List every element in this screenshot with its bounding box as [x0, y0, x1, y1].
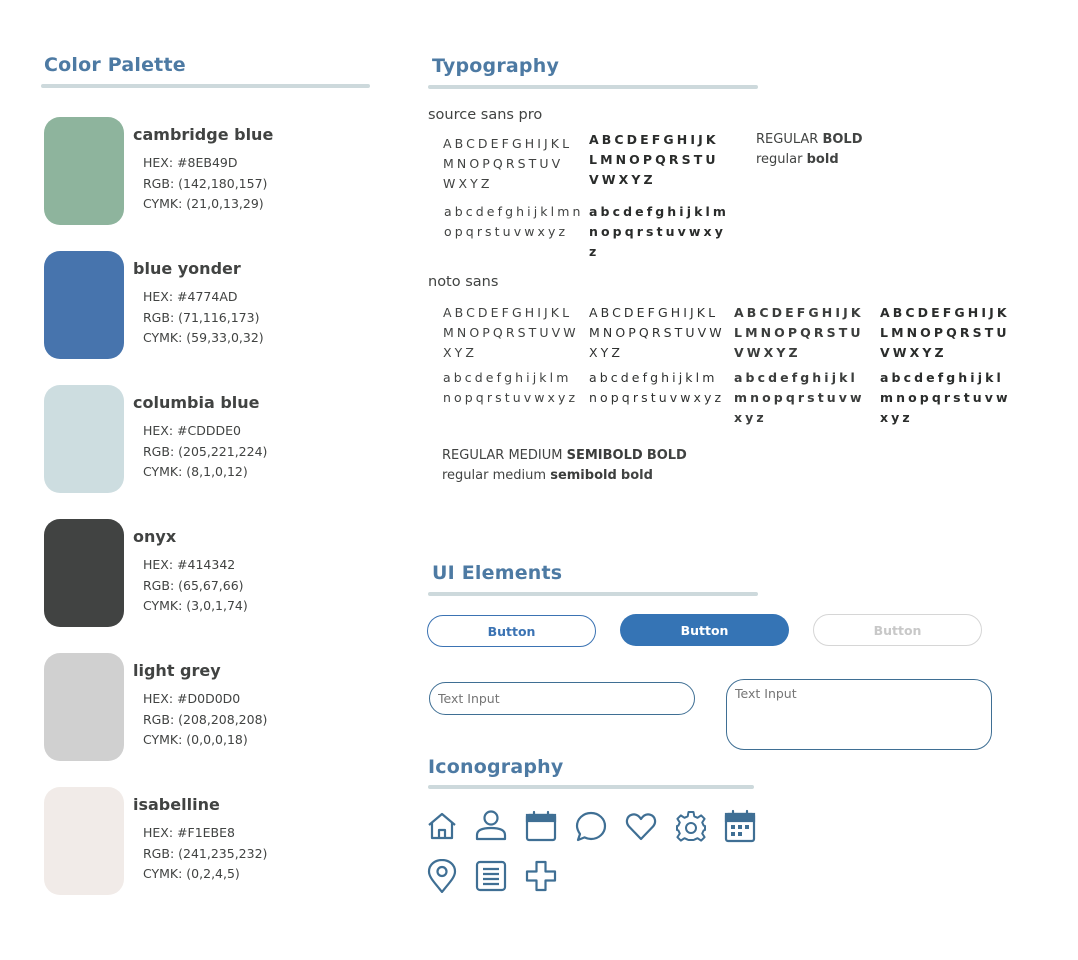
color-rgb-value: RGB: (208,208,208)	[143, 711, 268, 727]
color-hex-value: HEX: #414342	[143, 557, 236, 572]
color-name: columbia blue	[133, 393, 260, 412]
plus-icon[interactable]	[524, 859, 558, 893]
color-name: light grey	[133, 661, 221, 680]
color-swatch	[44, 251, 124, 359]
location-pin-icon[interactable]	[425, 859, 459, 893]
source-sans-lowercase-regular: abcdefghijklmnopqrstuvwxyz	[444, 204, 584, 239]
noto-sans-lowercase-bold: abcdefghijklmnopqrstuvwxyz	[880, 370, 1011, 425]
noto-sans-weights	[442, 446, 687, 486]
weight-bold-lower: bold	[806, 152, 839, 167]
noto-weight-semibold-lower: semibold	[550, 468, 617, 483]
color-cymk-value: CYMK: (0,2,4,5)	[143, 866, 240, 881]
source-sans-lowercase-bold: abcdefghijklmnopqrstuvwxyz	[589, 204, 729, 259]
home-icon[interactable]	[425, 809, 459, 843]
calendar-filled-icon[interactable]	[723, 809, 757, 843]
typography-divider	[428, 85, 758, 89]
color-rgb-value: RGB: (71,116,173)	[143, 309, 260, 325]
typography-title: Typography	[432, 55, 560, 77]
source-sans-weights	[756, 130, 863, 170]
source-sans-uppercase-regular: ABCDEFGHIJKLMNOPQRSTUVWXYZ	[443, 136, 573, 191]
noto-weight-bold-upper: BOLD	[646, 448, 687, 463]
color-name: blue yonder	[133, 259, 241, 278]
color-cymk-value: CYMK: (59,33,0,32)	[143, 330, 264, 345]
color-swatch	[44, 117, 124, 225]
noto-sans-uppercase-semibold: ABCDEFGHIJKLMNOPQRSTUVWXYZ	[734, 305, 864, 360]
color-cymk-value: CYMK: (0,0,0,18)	[143, 732, 248, 747]
user-icon[interactable]	[474, 808, 508, 842]
noto-weight-medium-upper: MEDIUM	[508, 448, 563, 463]
color-swatch	[44, 653, 124, 761]
noto-weight-regular-lower: regular	[442, 468, 489, 483]
color-name: onyx	[133, 527, 177, 546]
gear-icon[interactable]	[674, 809, 708, 843]
text-area-field[interactable]	[726, 679, 992, 750]
color-cymk-value: CYMK: (3,0,1,74)	[143, 598, 248, 613]
color-swatch	[44, 787, 124, 895]
noto-sans-label: noto sans	[428, 274, 499, 290]
weight-regular-lower: regular	[756, 152, 803, 167]
document-icon[interactable]	[474, 859, 508, 893]
color-rgb-value: RGB: (241,235,232)	[143, 845, 268, 861]
color-cymk-value: CYMK: (21,0,13,29)	[143, 196, 264, 211]
color-name: isabelline	[133, 795, 220, 814]
primary-button[interactable]: Button	[620, 614, 789, 646]
color-rgb-value: RGB: (205,221,224)	[143, 443, 268, 459]
noto-weight-bold-lower: bold	[620, 468, 653, 483]
noto-weight-regular-upper: REGULAR	[442, 448, 505, 463]
color-name: cambridge blue	[133, 125, 274, 144]
color-hex-value: HEX: #F1EBE8	[143, 825, 235, 840]
noto-sans-uppercase-regular: ABCDEFGHIJKLMNOPQRSTUVWXYZ	[443, 305, 579, 360]
iconography-title: Iconography	[428, 756, 564, 778]
outline-button[interactable]: Button	[427, 615, 596, 647]
noto-sans-lowercase-semibold: abcdefghijklmnopqrstuvwxyz	[734, 370, 865, 425]
color-hex-value: HEX: #CDDDE0	[143, 423, 241, 438]
color-rgb-value: RGB: (142,180,157)	[143, 175, 268, 191]
color-palette-divider	[41, 84, 370, 88]
color-hex-value: HEX: #4774AD	[143, 289, 238, 304]
disabled-button: Button	[813, 614, 982, 646]
color-swatch	[44, 519, 124, 627]
color-hex-value: HEX: #D0D0D0	[143, 691, 241, 706]
heart-icon[interactable]	[624, 809, 658, 843]
noto-weight-semibold-upper: SEMIBOLD	[566, 448, 643, 463]
ui-elements-title: UI Elements	[432, 562, 563, 584]
noto-sans-lowercase-medium: abcdefghijklmnopqrstuvwxyz	[589, 370, 725, 405]
noto-sans-lowercase-regular: abcdefghijklmnopqrstuvwxyz	[443, 370, 579, 405]
iconography-divider	[428, 785, 754, 789]
source-sans-pro-label: source sans pro	[428, 107, 543, 123]
noto-sans-uppercase-medium: ABCDEFGHIJKLMNOPQRSTUVWXYZ	[589, 305, 725, 360]
source-sans-uppercase-bold: ABCDEFGHIJKLMNOPQRSTUVWXYZ	[589, 132, 719, 187]
text-input-field[interactable]	[429, 682, 695, 715]
chat-bubble-icon[interactable]	[574, 809, 608, 843]
color-palette-title: Color Palette	[44, 54, 186, 76]
weight-regular-upper: REGULAR	[756, 132, 819, 147]
color-swatch	[44, 385, 124, 493]
color-rgb-value: RGB: (65,67,66)	[143, 577, 244, 593]
noto-sans-uppercase-bold: ABCDEFGHIJKLMNOPQRSTUVWXYZ	[880, 305, 1010, 360]
calendar-icon[interactable]	[524, 809, 558, 843]
noto-weight-medium-lower: medium	[492, 468, 547, 483]
weight-bold-upper: BOLD	[822, 132, 863, 147]
color-hex-value: HEX: #8EB49D	[143, 155, 238, 170]
ui-elements-divider	[428, 592, 758, 596]
color-cymk-value: CYMK: (8,1,0,12)	[143, 464, 248, 479]
